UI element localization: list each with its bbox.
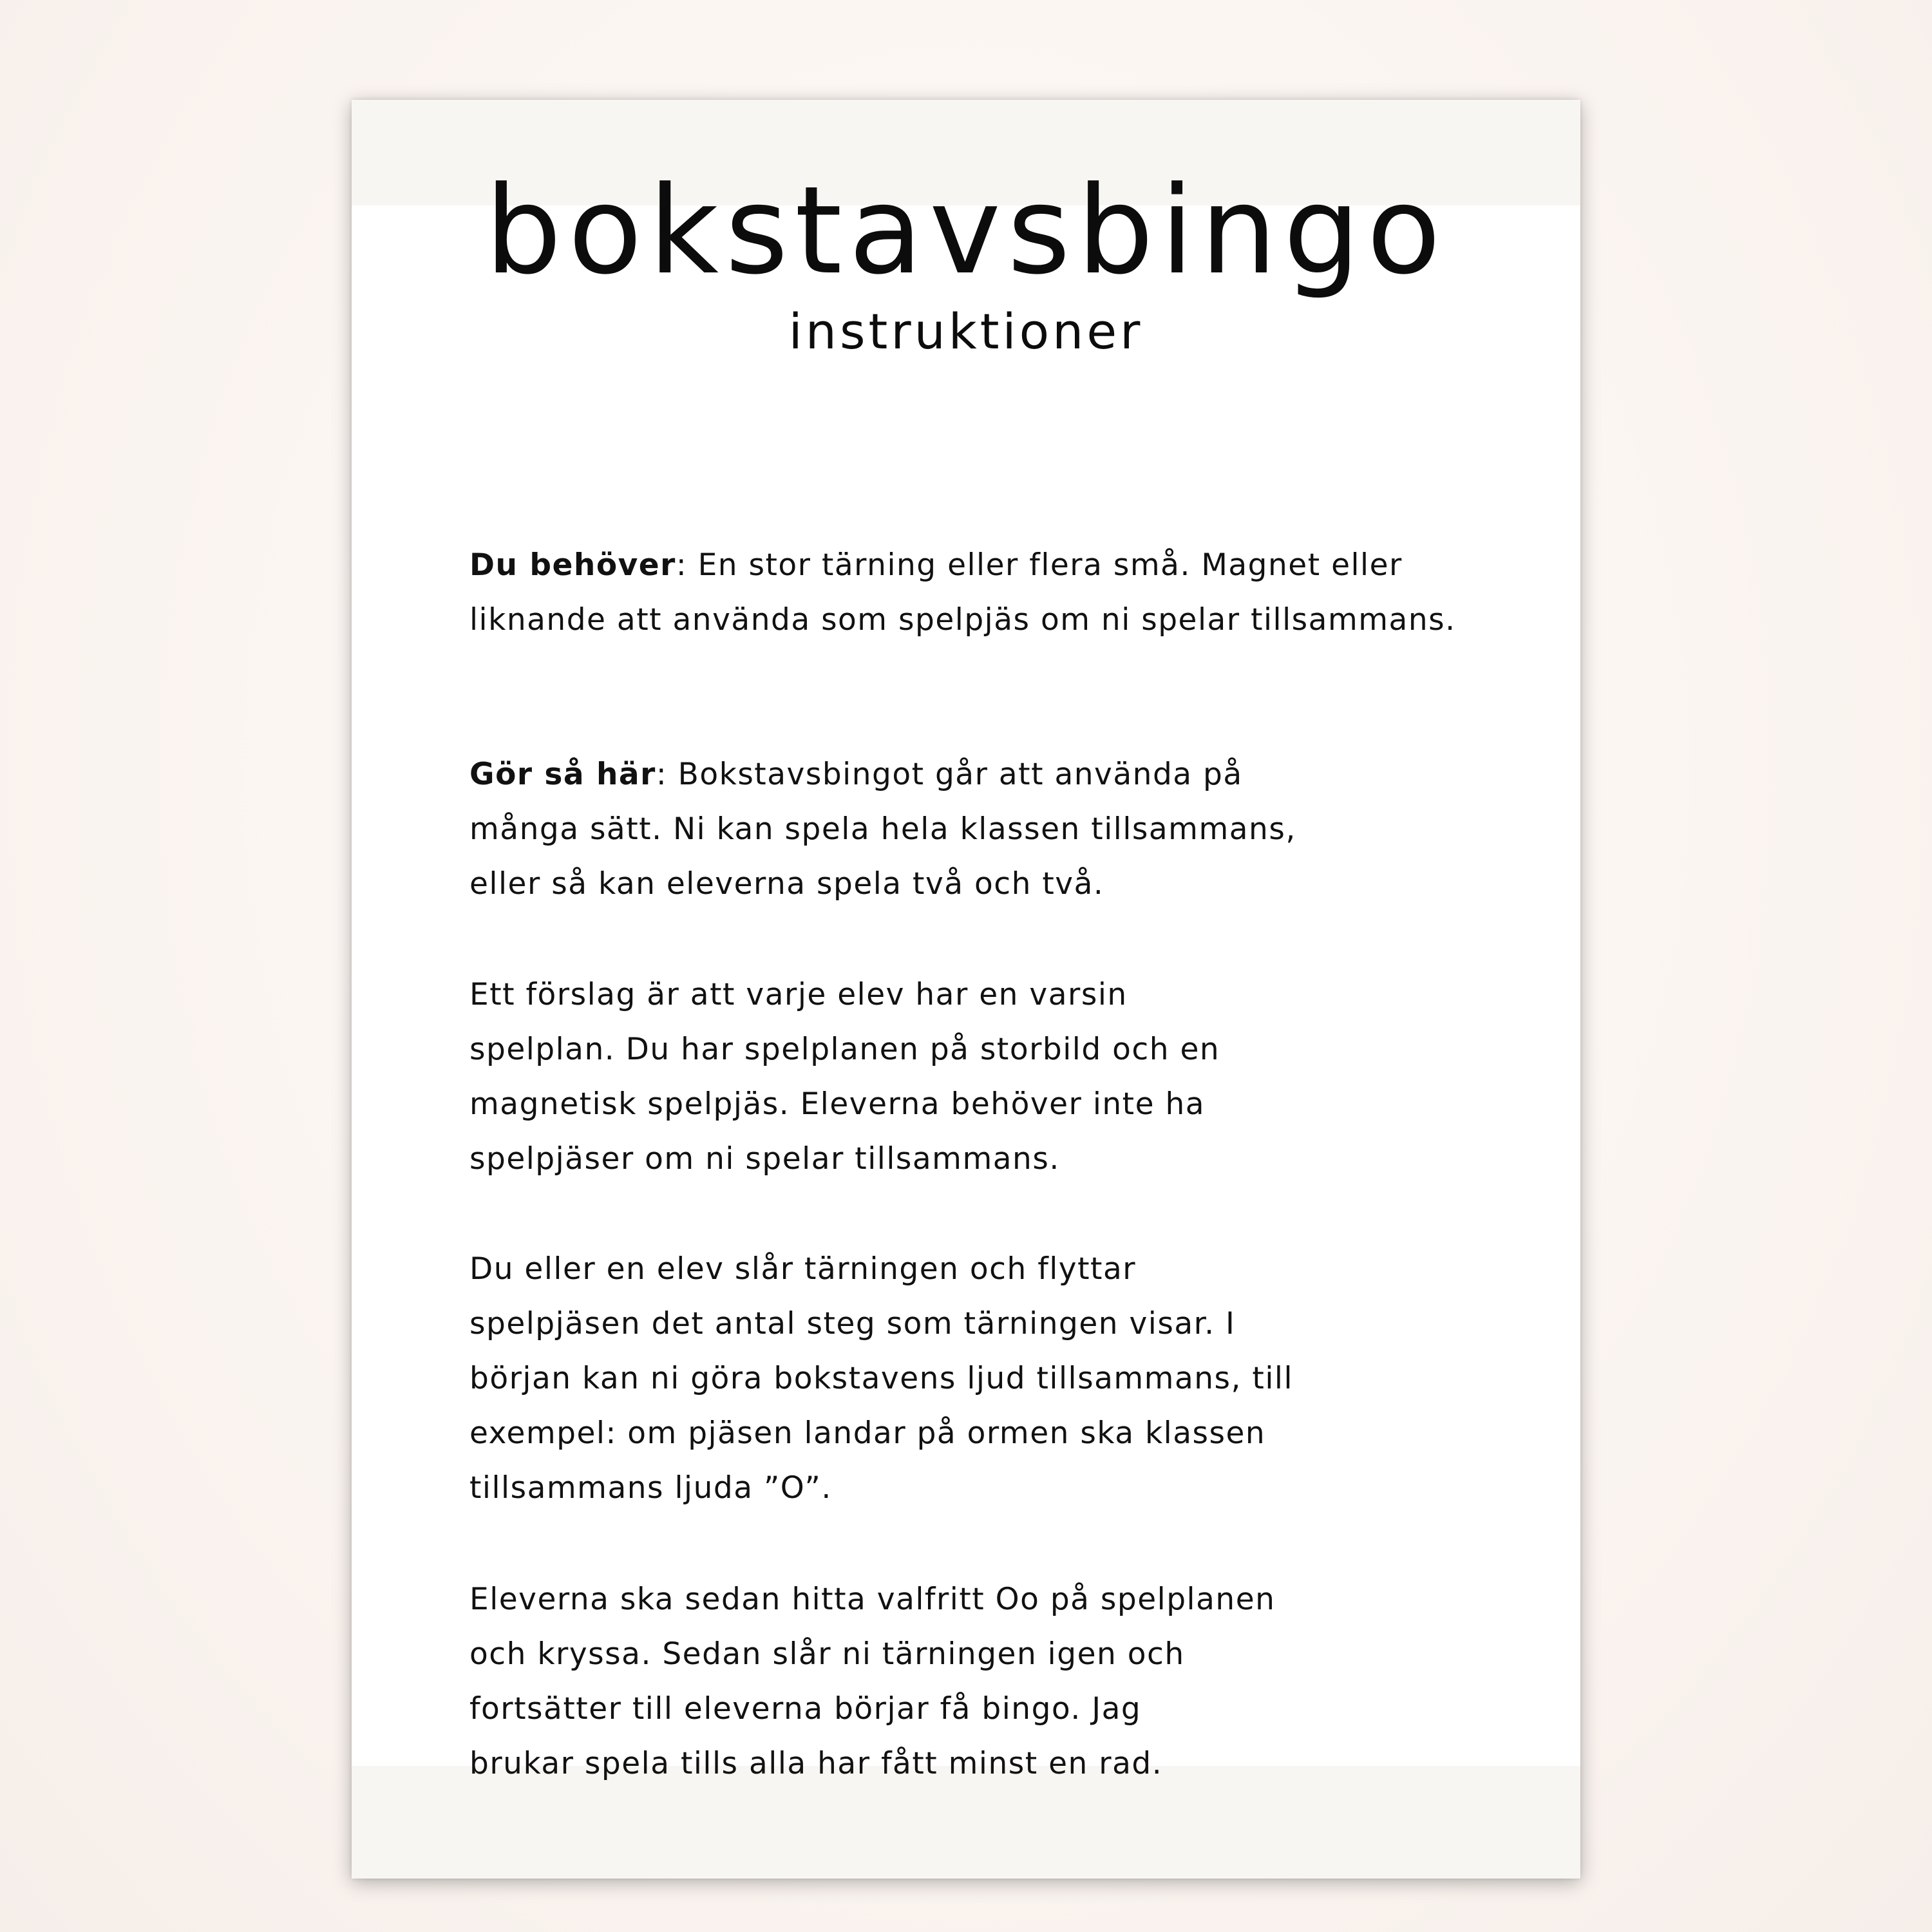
paragraph-line: liknande att använda som spelpjäs om ni spelar tillsammans. (469, 602, 1456, 638)
you-need-label: Du behöver (469, 547, 676, 583)
instruction-sheet (352, 100, 1580, 1879)
suggestion-paragraph (469, 967, 1220, 1186)
paragraph-line: tillsammans ljuda ”O”. (469, 1470, 832, 1506)
paragraph-line: början kan ni göra bokstavens ljud tillsammans, till (469, 1361, 1294, 1396)
paragraph-line (469, 538, 1456, 592)
paragraph-line: Eleverna ska sedan hitta valfritt Oo på spelplanen (469, 1582, 1276, 1617)
dice-paragraph (469, 1242, 1293, 1515)
how-to-label: Gör så här (469, 757, 656, 792)
page-subtitle: instruktioner (788, 303, 1144, 360)
paragraph-line: och kryssa. Sedan slår ni tärningen igen och (469, 1636, 1185, 1672)
paragraph-line: många sätt. Ni kan spela hela klassen tillsammans, (469, 811, 1296, 847)
paragraph-line: eller så kan eleverna spela två och två. (469, 866, 1104, 902)
you-need-paragraph (469, 538, 1456, 647)
paragraph-line: spelplan. Du har spelplanen på storbild och en (469, 1032, 1220, 1067)
how-to-paragraph (469, 747, 1296, 911)
page-title: bokstavsbingo (484, 160, 1448, 301)
bingo-paragraph (469, 1572, 1275, 1791)
paragraph-line: fortsätter till eleverna börjar få bingo. Jag (469, 1691, 1142, 1727)
paragraph-line: Ett förslag är att varje elev har en varsin (469, 977, 1128, 1012)
you-need-text: : En stor tärning eller flera små. Magnet eller (676, 547, 1403, 583)
paragraph-line (469, 747, 1296, 802)
paragraph-line: spelpjäsen det antal steg som tärningen visar. I (469, 1306, 1236, 1341)
paragraph-line: magnetisk spelpjäs. Eleverna behöver inte ha (469, 1086, 1206, 1122)
paragraph-line: Du eller en elev slår tärningen och flyttar (469, 1251, 1137, 1287)
paragraph-line: exempel: om pjäsen landar på ormen ska klassen (469, 1416, 1266, 1451)
how-to-text: : Bokstavsbingot går att använda på (656, 757, 1243, 792)
paragraph-line: brukar spela tills alla har fått minst en rad. (469, 1746, 1163, 1781)
paragraph-line: spelpjäser om ni spelar tillsammans. (469, 1141, 1060, 1177)
